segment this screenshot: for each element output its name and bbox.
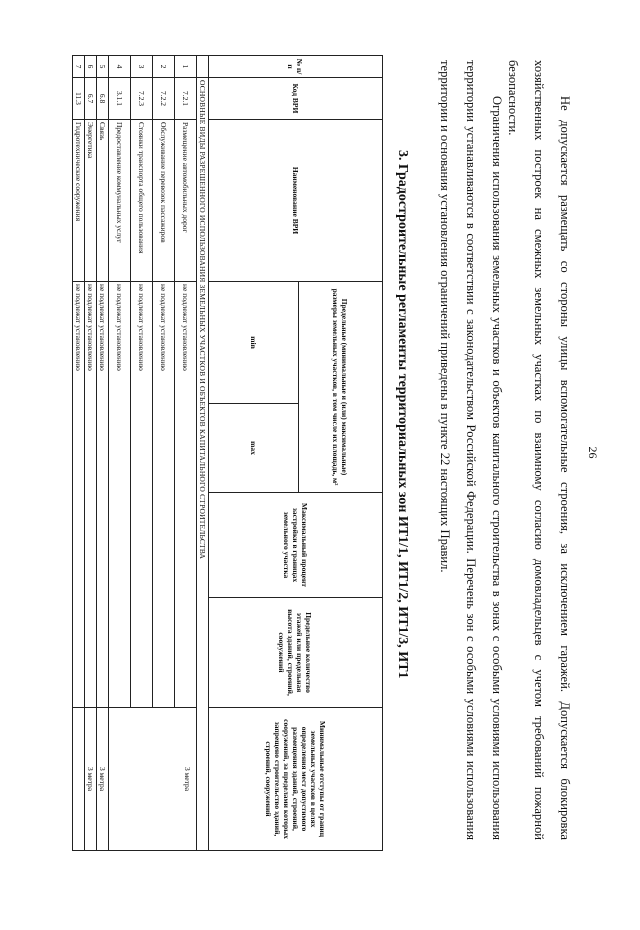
header-code: Код ВРИ: [209, 78, 383, 120]
header-max: max: [209, 404, 299, 493]
paragraph-1-text: Не допускается размещать со стороны улицы вспомогательные строения, за исключением гаражей. Допускается блокировка хозяйственных построек на смежных земельных участках по взаимному согласию домовладельцев с учетом требований пожарной безопасности.: [506, 60, 572, 840]
row-size: не подлежат установлению: [73, 282, 85, 708]
row-code: 6.8: [97, 78, 109, 120]
header-min: min: [209, 282, 299, 404]
table-row: [97, 56, 109, 851]
paragraph-2: [432, 60, 510, 840]
header-setback: Минимальные отступы от границ земельных участков в целях определения мест допустимого размещения зданий, строений, сооружений, за пределами которых запрещено строительство зданий, строений, сооружений: [209, 708, 383, 851]
header-name: Наименование ВРИ: [209, 120, 383, 282]
header-size: Предельные (минимальные и (или) максимальные) размеры земельных участков, в том числе их площадь, м²: [299, 282, 383, 493]
row-size: не подлежат установлению: [131, 282, 153, 708]
header-floors: Предельное количество этажей или предельная высота зданий, строений, сооружений: [209, 598, 383, 708]
row-code: 7.2.3: [131, 78, 153, 120]
row-setback: [73, 708, 85, 851]
row-num: 1: [175, 56, 197, 78]
row-num: 2: [153, 56, 175, 78]
row-code: 7.2.2: [153, 78, 175, 120]
row-name: Обслуживание перевозок пассажиров: [153, 120, 175, 282]
section-heading: 3. Градостроительные регламенты территориальных зон ИТ1/1, ИТ1/2, ИТ1/3, ИТ1: [395, 150, 410, 679]
row-setback: 3 метра: [85, 708, 97, 851]
row-code: 3.1.1: [109, 78, 131, 120]
row-num: 5: [97, 56, 109, 78]
row-size: не подлежат установлению: [109, 282, 131, 708]
row-name: Гидротехнические сооружения: [73, 120, 85, 282]
header-percent: Максимальный процент застройки в границах земельного участка: [209, 493, 383, 598]
row-size: не подлежат установлению: [175, 282, 197, 708]
row-num: 3: [131, 56, 153, 78]
row-code: 7.2.1: [175, 78, 197, 120]
row-setback: 3 метра: [97, 708, 109, 851]
row-num: 6: [85, 56, 97, 78]
row-setback: 3 метра: [109, 708, 197, 851]
row-name: Энергетика: [85, 120, 97, 282]
row-name: Предоставление коммунальных услуг: [109, 120, 131, 282]
page-number: 26: [586, 446, 600, 459]
row-name: Связь: [97, 120, 109, 282]
section-row: [197, 56, 209, 851]
section-label: ОСНОВНЫЕ ВИДЫ РАЗРЕШЕННОГО ИСПОЛЬЗОВАНИЯ ЗЕМЕЛЬНЫХ УЧАСТКОВ И ОБЪЕКТОВ КАПИТАЛЬНОГО СТРОИТЕЛЬСТВА: [197, 78, 209, 851]
row-size: не подлежат установлению: [85, 282, 97, 708]
table-row: [175, 56, 197, 851]
row-size: не подлежат установлению: [153, 282, 175, 708]
row-name: Стоянки транспорта общего пользования: [131, 120, 153, 282]
row-num: 4: [109, 56, 131, 78]
row-code: 11.3: [73, 78, 85, 120]
header-num: № п/п: [209, 56, 383, 78]
header-row-1: [299, 56, 383, 851]
row-size: не подлежат установлению: [97, 282, 109, 708]
paragraph-1: [500, 60, 578, 840]
regulations-table: [72, 55, 383, 851]
row-code: 6.7: [85, 78, 97, 120]
table-row: [73, 56, 85, 851]
row-num: 7: [73, 56, 85, 78]
table-row: [85, 56, 97, 851]
paragraph-2-text: Ограничения использования земельных участков и объектов капитального строительства в зонах с особыми условиями использования территории устанавливаются в соответствии с законодательством Российской Федерации. Перечень зон с особыми условиями использования территории и основания установления ограничений приведены в пункте 22 настоящих Правил.: [438, 60, 504, 840]
row-name: Размещение автомобильных дорог: [175, 120, 197, 282]
